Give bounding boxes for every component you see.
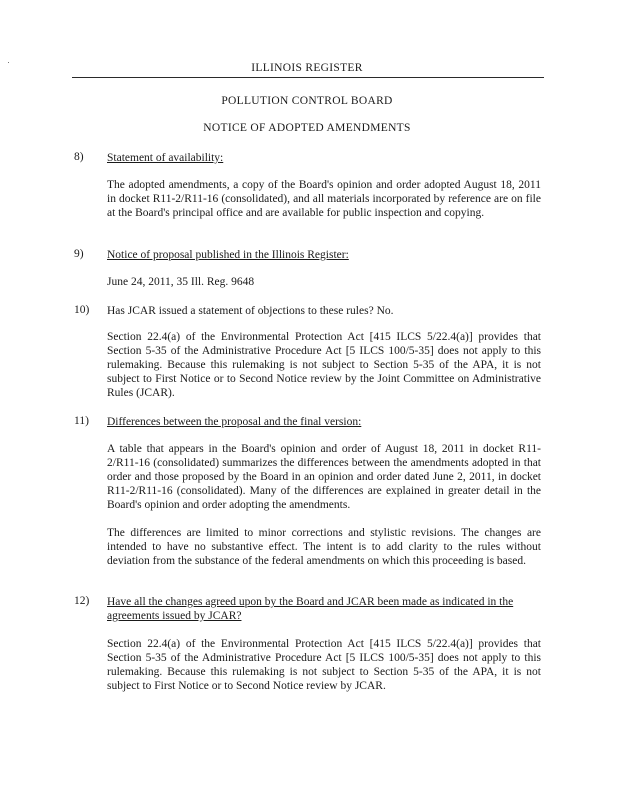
item-number-11: 11) — [74, 415, 89, 427]
item-10-paragraph: Section 22.4(a) of the Environmental Protection Act [415 ILCS 5/22.4(a)] provides that Section 5-35 of the Administrative Procedure Act [5 ILCS 100/5-35] does not apply to this rulemaking. Because this rulemaking is not subject to Section 5-35 of the APA, it is not subject to First Notice or to Second Notice review by the Joint Committee on Administrative Rules (JCAR). — [107, 331, 541, 399]
item-heading-9 — [107, 248, 547, 262]
notice-title: NOTICE OF ADOPTED AMENDMENTS — [203, 122, 411, 134]
item-heading-10 — [107, 304, 547, 318]
item-number-9: 9) — [74, 248, 84, 260]
item-11-paragraph-2: The differences are limited to minor corrections and stylistic revisions. The changes are intended to have no substantive effect. The intent is to add clarity to the rules without deviation from the substance of the federal amendments on which this proceeding is based. — [107, 527, 541, 567]
item-11-paragraph-1: A table that appears in the Board's opinion and order of August 18, 2011 in docket R11-2/R11-16 (consolidated) summarizes the differences between the amendments adopted in that order and those proposed by the Board in an opinion and order dated June 2, 2011, in docket R11-2/R11-16 (consolidated). Many of the differences are explained in greater detail in the Board's opinion and order adopting the amendments. — [107, 443, 541, 511]
heading-text: Differences between the proposal and the final version: — [107, 416, 362, 428]
heading-text: Have all the changes agreed upon by the Board and JCAR been made as indicated in the agreements issued by JCAR? — [107, 596, 514, 622]
item-number-10: 10) — [74, 304, 90, 316]
item-heading-12 — [107, 595, 541, 623]
heading-question: Has JCAR issued a statement of objections to these rules? — [107, 305, 374, 317]
item-heading-11 — [107, 415, 547, 429]
item-number-8: 8) — [74, 151, 84, 163]
item-8-paragraph: The adopted amendments, a copy of the Board's opinion and order adopted August 18, 2011 in docket R11-2/R11-16 (consolidated), and all materials incorporated by reference are on file at the Board's principal office and are available for public inspection and copying. — [107, 179, 541, 219]
item-12-paragraph: Section 22.4(a) of the Environmental Protection Act [415 ILCS 5/22.4(a)] provides that Section 5-35 of the Administrative Procedure Act [5 ILCS 100/5-35] does not apply to this rulemaking. Because this rulemaking is not subject to Section 5-35 of the APA, it is not subject to First Notice or to Second Notice review by JCAR. — [107, 638, 541, 692]
heading-answer: No. — [376, 305, 394, 317]
item-heading-8 — [107, 151, 547, 165]
register-title: ILLINOIS REGISTER — [251, 62, 363, 74]
item-number-12: 12) — [74, 595, 90, 607]
header-rule — [72, 77, 544, 78]
board-title: POLLUTION CONTROL BOARD — [221, 95, 393, 107]
heading-text: Notice of proposal published in the Illinois Register: — [107, 249, 349, 261]
scan-speck — [8, 62, 9, 63]
heading-text: Statement of availability: — [107, 152, 224, 164]
item-9-paragraph: June 24, 2011, 35 Ill. Reg. 9648 — [107, 276, 255, 288]
